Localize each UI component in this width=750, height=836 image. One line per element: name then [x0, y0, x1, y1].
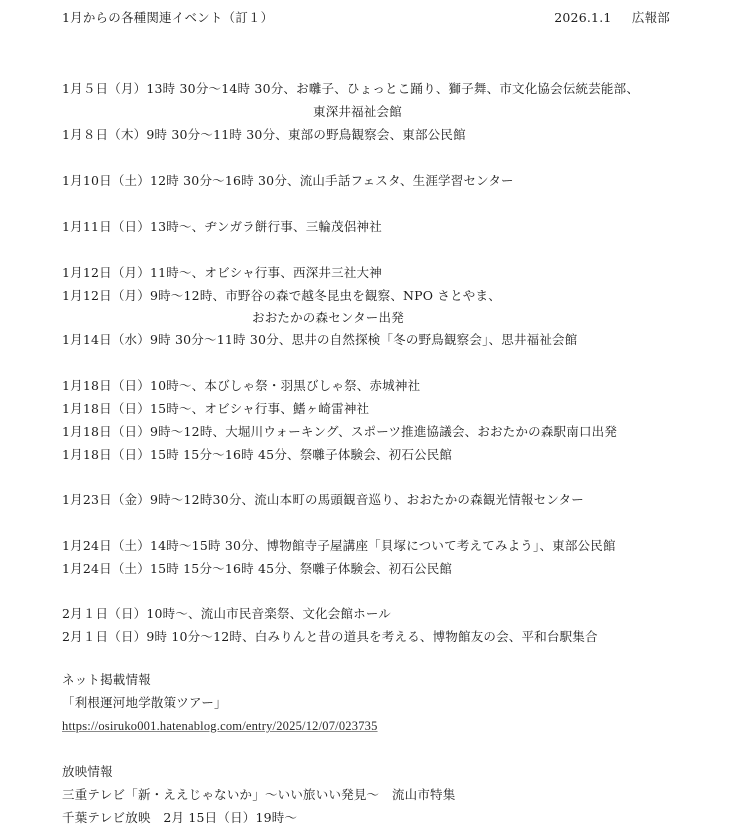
event-line: 1月11日（日）13時～、ヂンガラ餅行事、三輪茂侶神社 [62, 219, 382, 234]
event-line-continuation: おおたかの森センター出発 [252, 310, 404, 325]
event-line: 1月18日（日）15時 15分～16時 45分、祭囃子体験会、初石公民館 [62, 447, 453, 462]
header-department: 広報部 [631, 10, 670, 25]
broadcast-line-1: 三重テレビ「新・ええじゃないか」～いい旅いい発見～ 流山市特集 [62, 787, 456, 802]
event-line: 1月14日（水）9時 30分～11時 30分、思井の自然探検「冬の野鳥観察会」、思井福祉会館 [62, 332, 578, 347]
event-line: 1月12日（月）9時～12時、市野谷の森で越冬昆虫を観察、NPO さとやま、 [62, 288, 501, 303]
event-line: 1月24日（土）15時 15分～16時 45分、祭囃子体験会、初石公民館 [62, 561, 453, 576]
net-info-article-title: 「利根運河地学散策ツアー」 [62, 695, 227, 710]
header-date-department [554, 9, 670, 27]
event-line: 1月18日（日）15時～、オビシャ行事、鰭ヶ崎雷神社 [62, 401, 370, 416]
event-line: 1月12日（月）11時～、オビシャ行事、西深井三社大神 [62, 265, 382, 280]
event-line: 1月23日（金）9時～12時30分、流山本町の馬頭観音巡り、おおたかの森観光情報センター [62, 492, 584, 507]
event-line: 1月18日（日）10時～、本びしゃ祭・羽黒びしゃ祭、赤城神社 [62, 378, 421, 393]
net-info-heading: ネット掲載情報 [62, 672, 151, 687]
event-line: 1月24日（土）14時～15時 30分、博物館寺子屋講座「貝塚について考えてみよう」、東部公民館 [62, 538, 616, 553]
event-line: 1月10日（土）12時 30分～16時 30分、流山手話フェスタ、生涯学習センター [62, 173, 514, 188]
header-date: 2026.1.1 [554, 10, 612, 25]
event-line: 1月５日（月）13時 30分～14時 30分、お囃子、ひょっとこ踊り、獅子舞、市文化協会伝統芸能部、 [62, 81, 640, 96]
event-line: 1月18日（日）9時～12時、大堀川ウォーキング、スポーツ推進協議会、おおたかの森駅南口出発 [62, 424, 618, 439]
event-line-continuation: 東深井福祉会館 [313, 104, 402, 119]
event-line: 1月８日（木）9時 30分～11時 30分、東部の野鳥観察会、東部公民館 [62, 127, 466, 142]
net-info-url-link[interactable]: https://osiruko001.hatenablog.com/entry/2025/12/07/023735 [62, 719, 378, 733]
event-line: 2月１日（日）10時～、流山市民音楽祭、文化会館ホール [62, 606, 392, 621]
page-title: 1月からの各種関連イベント（訂１） [62, 10, 274, 25]
broadcast-heading: 放映情報 [62, 764, 113, 779]
event-line: 2月１日（日）9時 10分～12時、白みりんと昔の道具を考える、博物館友の会、平和台駅集合 [62, 629, 598, 644]
broadcast-line-2: 千葉テレビ放映 2月 15日（日）19時～ [62, 810, 298, 825]
